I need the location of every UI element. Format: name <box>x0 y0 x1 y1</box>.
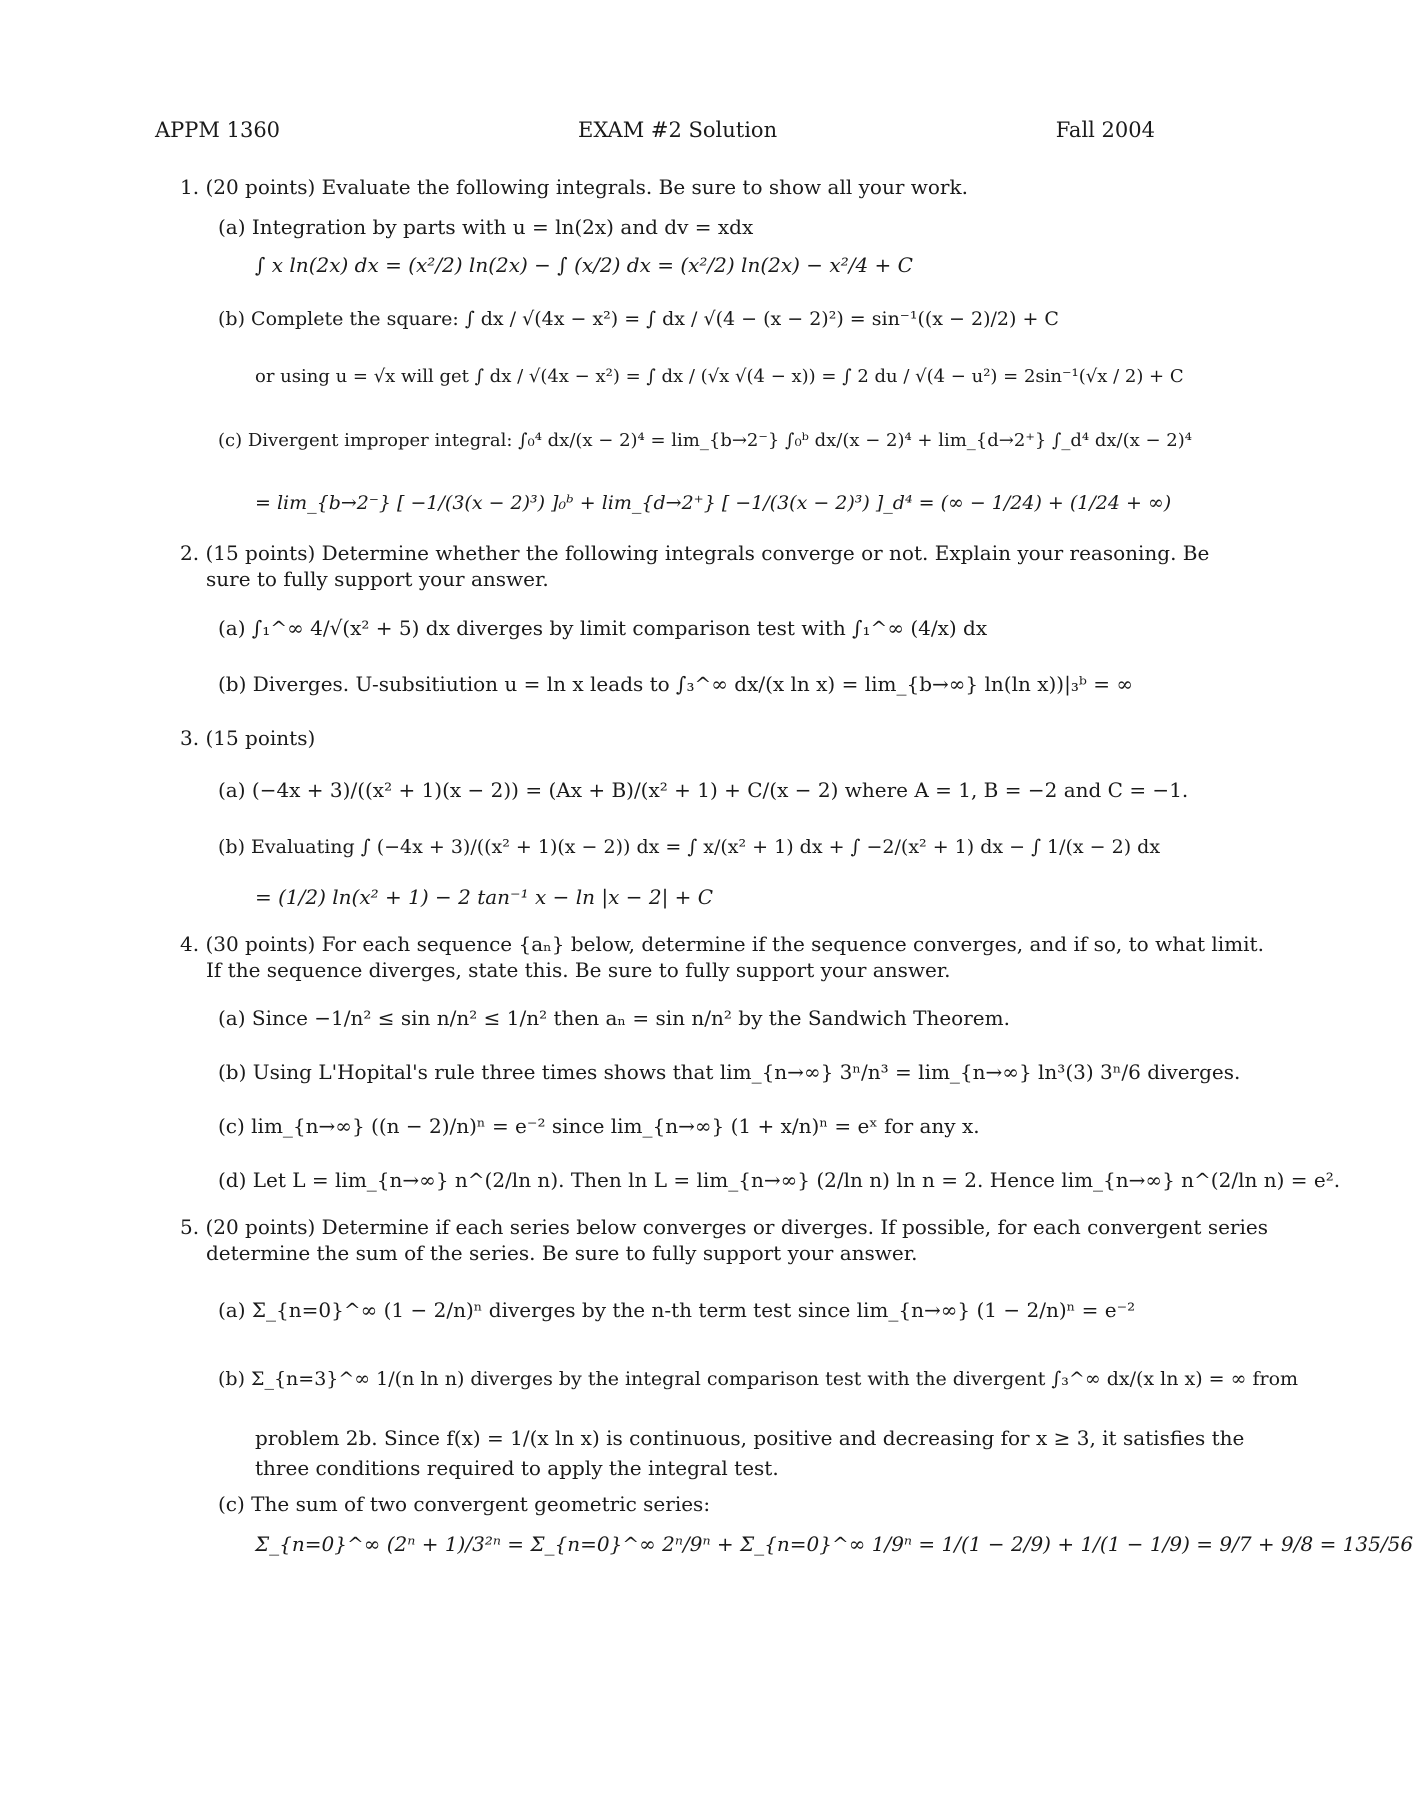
problem-1c-text: (c) Divergent improper integral: ∫₀⁴ dx/(x − 2)⁴ = lim_{b→2⁻} ∫₀ᵇ dx/(x − 2)⁴ + lim_{d→2⁺} ∫_d⁴ dx/(x − 2)⁴ <box>218 430 1192 451</box>
problem-5b-cont-1: problem 2b. Since f(x) = 1/(x ln x) is continuous, positive and decreasing for x ≥ 3, it satisfies the <box>255 1426 1245 1450</box>
problem-5b-cont-2: three conditions required to apply the integral test. <box>255 1456 779 1480</box>
problem-4b-text: (b) Using L'Hopital's rule three times shows that lim_{n→∞} 3ⁿ/n³ = lim_{n→∞} ln³(3) 3ⁿ/6 diverges. <box>218 1060 1241 1084</box>
problem-2a-text: (a) ∫₁^∞ 4/√(x² + 5) dx diverges by limit comparison test with ∫₁^∞ (4/x) dx <box>218 616 988 640</box>
problem-3b-result: = (1/2) ln(x² + 1) − 2 tan⁻¹ x − ln |x − 2| + C <box>255 885 714 909</box>
problem-5-heading: 5. (20 points) Determine if each series below converges or diverges. If possible, for each convergent series <box>180 1215 1268 1239</box>
problem-1b-alt-text: or using u = √x will get ∫ dx / √(4x − x²) = ∫ dx / (√x √(4 − x)) = ∫ 2 du / √(4 − u²) = 2sin⁻¹(√x / 2) + C <box>255 366 1184 387</box>
problem-5c-text: (c) The sum of two convergent geometric series: <box>218 1492 711 1516</box>
problem-4-heading-cont: If the sequence diverges, state this. Be sure to fully support your answer. <box>206 958 951 982</box>
problem-1c-equation: = lim_{b→2⁻} [ −1/(3(x − 2)³) ]₀ᵇ + lim_{d→2⁺} [ −1/(3(x − 2)³) ]_d⁴ = (∞ − 1/24) + (1/24 + ∞) <box>255 492 1172 514</box>
problem-3-heading: 3. (15 points) <box>180 726 316 750</box>
exam-title: EXAM #2 Solution <box>578 118 778 142</box>
problem-1a-text: (a) Integration by parts with u = ln(2x) and dv = xdx <box>218 215 754 239</box>
problem-4d-text: (d) Let L = lim_{n→∞} n^(2/ln n). Then ln L = lim_{n→∞} (2/ln n) ln n = 2. Hence lim_{n→∞} n^(2/ln n) = e². <box>218 1168 1341 1192</box>
problem-4a-text: (a) Since −1/n² ≤ sin n/n² ≤ 1/n² then aₙ = sin n/n² by the Sandwich Theorem. <box>218 1006 1010 1030</box>
problem-4c-text: (c) lim_{n→∞} ((n − 2)/n)ⁿ = e⁻² since lim_{n→∞} (1 + x/n)ⁿ = eˣ for any x. <box>218 1114 980 1138</box>
problem-2-heading: 2. (15 points) Determine whether the following integrals converge or not. Explain your reasoning. Be <box>180 541 1210 565</box>
problem-3b-text: (b) Evaluating ∫ (−4x + 3)/((x² + 1)(x − 2)) dx = ∫ x/(x² + 1) dx + ∫ −2/(x² + 1) dx − ∫ 1/(x − 2) dx <box>218 836 1161 858</box>
course-label: APPM 1360 <box>155 118 281 142</box>
problem-4-heading: 4. (30 points) For each sequence {aₙ} below, determine if the sequence converges, and if so, to what limit. <box>180 932 1264 956</box>
problem-5b-text: (b) Σ_{n=3}^∞ 1/(n ln n) diverges by the integral comparison test with the divergent ∫₃^∞ dx/(x ln x) = ∞ from <box>218 1368 1299 1390</box>
problem-1-heading: 1. (20 points) Evaluate the following integrals. Be sure to show all your work. <box>180 175 968 199</box>
problem-2-heading-cont: sure to fully support your answer. <box>206 567 549 591</box>
problem-5a-text: (a) Σ_{n=0}^∞ (1 − 2/n)ⁿ diverges by the n-th term test since lim_{n→∞} (1 − 2/n)ⁿ = e⁻² <box>218 1298 1136 1322</box>
problem-3a-text: (a) (−4x + 3)/((x² + 1)(x − 2)) = (Ax + B)/(x² + 1) + C/(x − 2) where A = 1, B = −2 and C = −1. <box>218 778 1189 802</box>
problem-1a-equation: ∫ x ln(2x) dx = (x²/2) ln(2x) − ∫ (x/2) dx = (x²/2) ln(2x) − x²/4 + C <box>255 253 913 277</box>
problem-5-heading-cont: determine the sum of the series. Be sure to fully support your answer. <box>206 1241 918 1265</box>
term-label: Fall 2004 <box>1055 118 1155 142</box>
problem-5c-equation: Σ_{n=0}^∞ (2ⁿ + 1)/3²ⁿ = Σ_{n=0}^∞ 2ⁿ/9ⁿ + Σ_{n=0}^∞ 1/9ⁿ = 1/(1 − 2/9) + 1/(1 − 1/9) = 9/7 + 9/8 = 135/56 <box>255 1532 1413 1556</box>
problem-2b-text: (b) Diverges. U-subsitiution u = ln x leads to ∫₃^∞ dx/(x ln x) = lim_{b→∞} ln(ln x))|₃ᵇ = ∞ <box>218 672 1133 696</box>
problem-1b-text: (b) Complete the square: ∫ dx / √(4x − x²) = ∫ dx / √(4 − (x − 2)²) = sin⁻¹((x − 2)/2) + C <box>218 308 1059 330</box>
